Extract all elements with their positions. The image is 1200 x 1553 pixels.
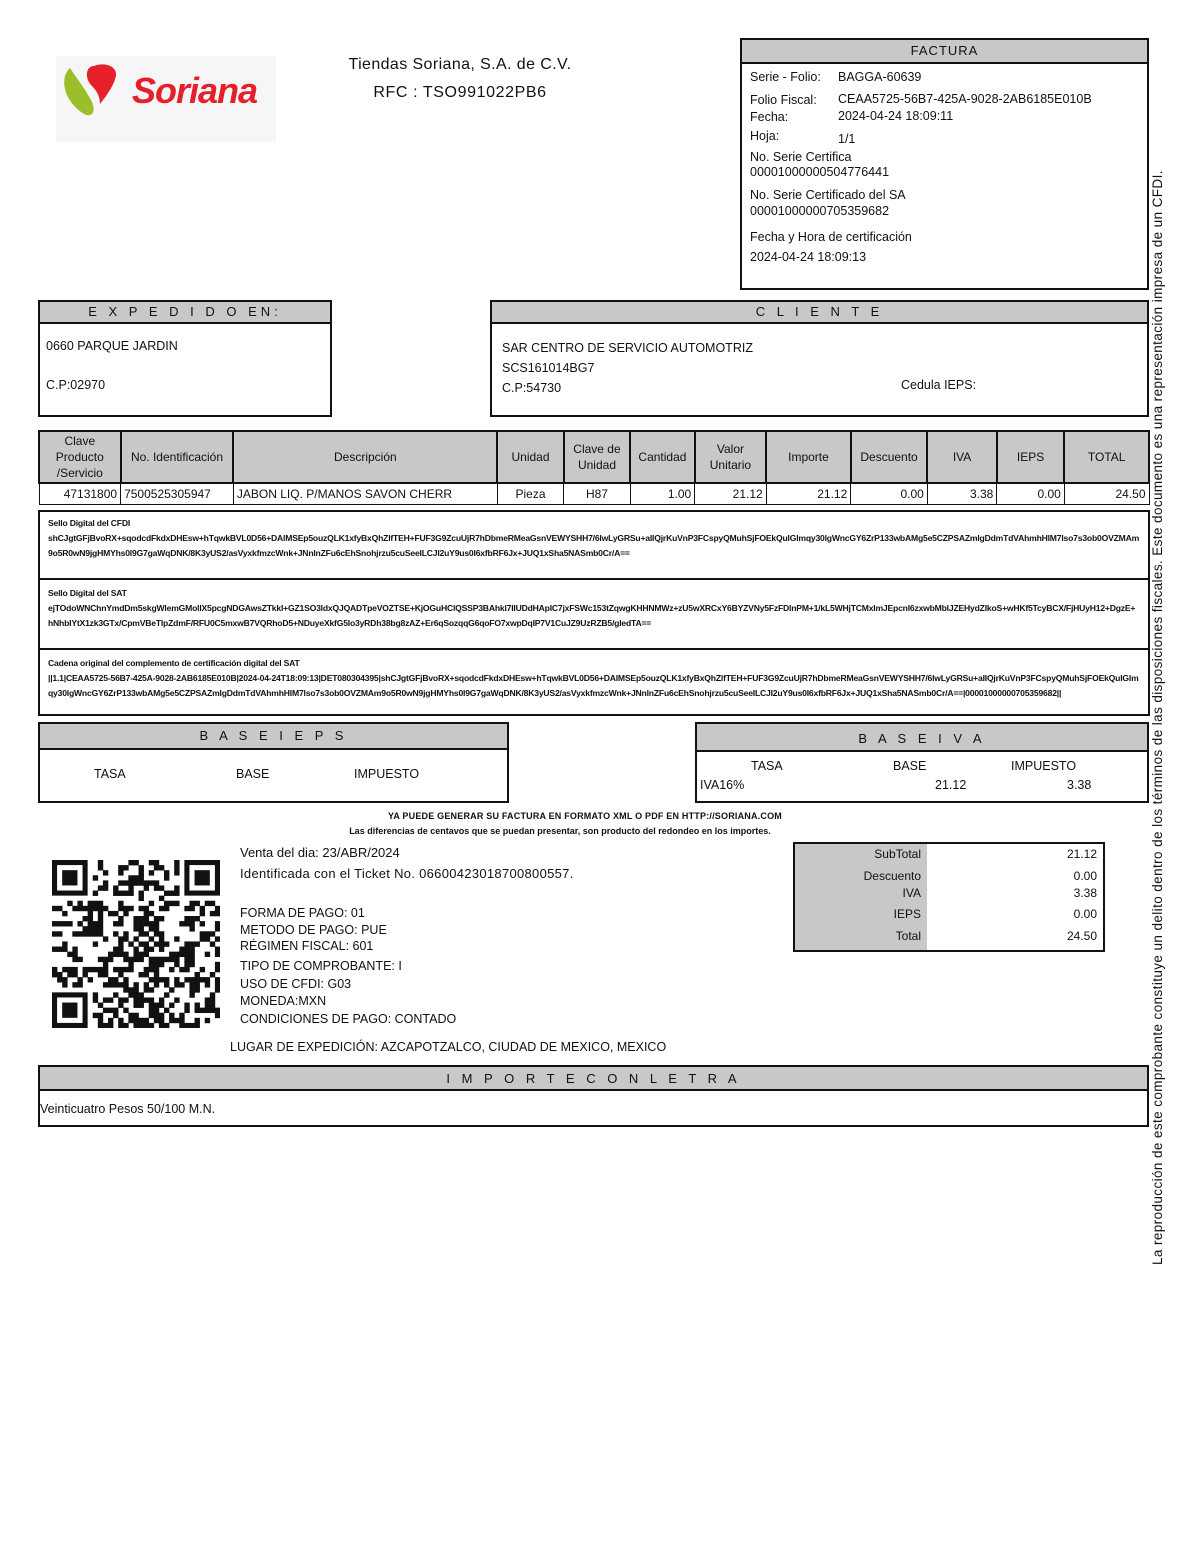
total-value: 24.50 (1066, 929, 1097, 943)
brand-wordmark: Soriana (132, 70, 258, 111)
cell-cantidad: 1.00 (630, 483, 694, 505)
hoja-value: 1/1 (838, 132, 856, 146)
subtotal-value: 21.12 (1066, 847, 1097, 861)
iva-value: 3.38 (1073, 886, 1097, 900)
cell-clave-producto: 47131800 (39, 483, 121, 505)
col-cantidad: Cantidad (630, 431, 694, 483)
col-valor-unitario: Valor Unitario (695, 431, 767, 483)
table-row (39, 483, 1149, 505)
venta-dia: Venta del dia: 23/ABR/2024 (240, 845, 400, 860)
factura-box (740, 38, 1149, 290)
forma-pago: FORMA DE PAGO: 01 (240, 906, 365, 920)
cert-label: No. Serie Certifica (750, 150, 852, 164)
importe-letra-box (38, 1065, 1149, 1127)
items-table (38, 430, 1150, 505)
company-name: Tiendas Soriana, S.A. de C.V. (348, 56, 572, 73)
items-header-row (39, 431, 1149, 483)
cell-descripcion: JABON LIQ. P/MANOS SAVON CHERR (233, 483, 497, 505)
base-ieps-impuesto: IMPUESTO (354, 767, 420, 781)
expedido-box (38, 300, 332, 417)
expedido-cp: C.P:02970 (46, 378, 106, 392)
cliente-title: C L I E N T E (492, 302, 1147, 324)
cliente-rfc: SCS161014BG7 (502, 361, 595, 375)
sello-cfdi-box (38, 510, 1150, 580)
cell-total: 24.50 (1064, 483, 1149, 505)
regimen-fiscal: RÉGIMEN FISCAL: 601 (240, 939, 374, 953)
base-iva-base-header: BASE (893, 759, 927, 773)
lugar-expedicion: LUGAR DE EXPEDICIÓN: AZCAPOTZALCO, CIUDAD DE MEXICO, MEXICO (230, 1040, 667, 1054)
cell-valor-unitario: 21.12 (695, 483, 767, 505)
col-iva: IVA (927, 431, 997, 483)
col-clave-producto: Clave Producto /Servicio (39, 431, 121, 483)
sat-cert-label: No. Serie Certificado del SA (750, 188, 906, 202)
base-ieps-box (38, 722, 509, 803)
expedido-title: E X P E D I D O EN: (40, 302, 330, 324)
base-iva-box (695, 722, 1149, 803)
expedido-branch: 0660 PARQUE JARDIN (46, 339, 178, 353)
cliente-cp: C.P:54730 (502, 381, 562, 395)
condiciones-pago: CONDICIONES DE PAGO: CONTADO (240, 1012, 457, 1026)
base-iva-impuesto-header: IMPUESTO (1011, 759, 1077, 773)
cadena-box (38, 648, 1150, 716)
venta-ticket: Identificada con el Ticket No. 06600423018700800557. (240, 866, 574, 881)
notice-line-1: YA PUEDE GENERAR SU FACTURA EN FORMATO XML O PDF EN HTTP://SORIANA.COM (387, 811, 783, 821)
sello-sat-box (38, 578, 1150, 650)
col-clave-unidad: Clave de Unidad (564, 431, 630, 483)
cadena-label: Cadena original del complemento de certificación digital del SAT (48, 658, 300, 668)
col-descuento: Descuento (851, 431, 928, 483)
fecha-label: Fecha: (750, 110, 789, 124)
cliente-ieps: Cedula IEPS: (901, 378, 977, 392)
cliente-name: SAR CENTRO DE SERVICIO AUTOMOTRIZ (502, 341, 753, 355)
base-iva-row-base: 21.12 (935, 778, 967, 792)
sat-cert-value: 00001000000705359682 (750, 204, 890, 218)
folio-value: CEAA5725-56B7-425A-9028-2AB6185E010B (838, 92, 1092, 106)
cell-unidad: Pieza (497, 483, 563, 505)
hoja-label: Hoja: (750, 129, 780, 143)
fecha-value: 2024-04-24 18:09:11 (838, 109, 954, 123)
cliente-box (490, 300, 1149, 417)
col-unidad: Unidad (497, 431, 563, 483)
descuento-label: Descuento (863, 869, 921, 883)
metodo-pago: METODO DE PAGO: PUE (240, 923, 387, 937)
base-ieps-title: B A S E I E P S (40, 724, 507, 750)
ieps-value: 0.00 (1073, 907, 1097, 921)
descuento-value: 0.00 (1073, 869, 1097, 883)
importe-letra-text: Veinticuatro Pesos 50/100 M.N. (40, 1102, 216, 1116)
folio-label: Folio Fiscal: (750, 93, 817, 107)
subtotal-label: SubTotal (874, 847, 921, 861)
col-importe: Importe (766, 431, 851, 483)
cell-descuento: 0.00 (851, 483, 928, 505)
serie-value: BAGGA-60639 (838, 70, 922, 84)
cadena-text: ||1.1|CEAA5725-56B7-425A-9028-2AB6185E010B|2024-04-24T18:09:13|DET080304395|shCJgtGFjBvoRX+sqodcdFkdxDHEsw+hTqwkBVL0D56+DAlMSEp5ouzQLK1xfyBxQhZlfTEH+FUF3G9ZcuUjR7hDbmeRMeaGsnVEWYSHH7/6lwLyGRSu+aIIQjrKuVnP3FCspyQMuhSjFOEkQuIGlmqy30lgWncGY6ZrP133wbAMg5e5CZPSAZmlgDdmTdVAhmhHlM7lso7s3ob0OVZMAm9o5R0wN9jgHMYhs0l9G7gaWqDNK/8K3yUS2/asVyxkfmzcWnk+JNnlnZFu6cEhSnohjrzu5cuSeeILCJI2uY9us0I6xfbRF6Jx+JUQ1xSha5NASmb0Cr/A==|00001000000705359682|| (48, 673, 1139, 698)
total-label: Total (895, 929, 921, 943)
base-iva-tasa-header: TASA (751, 759, 783, 773)
serie-label: Serie - Folio: (750, 70, 821, 84)
qr-code-graphic (52, 860, 220, 1028)
company-rfc: RFC : TSO991022PB6 (373, 84, 547, 101)
soriana-logo (56, 56, 276, 142)
base-ieps-tasa: TASA (94, 767, 126, 781)
col-no-identificacion: No. Identificación (121, 431, 234, 483)
base-iva-row-tasa: IVA16% (700, 778, 745, 792)
col-descripcion: Descripción (233, 431, 497, 483)
ieps-label: IEPS (893, 907, 921, 921)
moneda: MONEDA:MXN (240, 994, 327, 1008)
cert-datetime-label: Fecha y Hora de certificación (750, 230, 912, 244)
base-iva-title: B A S E I V A (697, 724, 1147, 752)
totals-box (793, 842, 1105, 952)
iva-label: IVA (902, 886, 921, 900)
cell-iva: 3.38 (927, 483, 997, 505)
cell-no-identificacion: 7500525305947 (121, 483, 234, 505)
sello-sat-label: Sello Digital del SAT (48, 588, 127, 598)
tipo-comprobante: TIPO DE COMPROBANTE: I (240, 959, 402, 973)
uso-cfdi: USO DE CFDI: G03 (240, 977, 352, 991)
cell-importe: 21.12 (766, 483, 851, 505)
base-iva-row-impuesto: 3.38 (1067, 778, 1092, 792)
cell-ieps: 0.00 (997, 483, 1064, 505)
base-ieps-base: BASE (236, 767, 270, 781)
qr-code (52, 860, 220, 1028)
cert-datetime-value: 2024-04-24 18:09:13 (750, 250, 867, 264)
sello-cfdi-text: shCJgtGFjBvoRX+sqodcdFkdxDHEsw+hTqwkBVL0D56+DAlMSEp5ouzQLK1xfyBxQhZlfTEH+FUF3G9ZcuUjR7hDbmeRMeaGsnVEWYSHH7/6lwLyGRSu+aIIQjrKuVnP3FCspyQMuhSjFOEkQuIGlmqy30lgWncGY6ZrP133wbAMg5e5CZPSAZmlgDdmTdVAhmhHlM7lso7s3ob0OVZMAm9o5R0wN9jgHMYhs0l9G7gaWqDNK/8K3yUS2/asVyxkfmzcWnk+JNnlnZFu6cEhSnohjrzu5cuSeeILCJI2uY9us0I6xfbRF6Jx+JUQ1xSha5NASmb0Cr/A== (48, 533, 1140, 558)
side-legal-note: La reproducción de este comprobante constituye un delito dentro de los términos de las disposiciones fiscales. Este documento es una representación impresa de un CFDI. (1150, 170, 1165, 1265)
notice-line-2: Las diferencias de centavos que se puedan presentar, son producto del redondeo en los importes. (349, 826, 771, 836)
col-total: TOTAL (1064, 431, 1149, 483)
cell-clave-unidad: H87 (564, 483, 630, 505)
sello-cfdi-label: Sello Digital del CFDI (48, 518, 131, 528)
factura-title: FACTURA (742, 40, 1147, 64)
importe-letra-title: I M P O R T E C O N L E T R A (40, 1067, 1147, 1091)
sello-sat-text: ejTOdoWNChnYmdDm5skgWlemGMollX5pcgNDGAwsZTkkI+GZ1SO3ldxQJQADTpeVOZTSE+KjOGuHClQSSP3BAhkl7IIUDdHApIC7jxFSWc153tZqwgKHHNMWz+zU5wXRCxY6BYZVNy5FzFDInPM+1/kL5WHjTCMxImJEpcnl6zxwbMbIJZEHydZIkoS+wHKf5TcyBCX/FjHUyH12+DgzE+hNhbIYtX1zk3GTx/CpmVBeTlpZdmF/RFU0C5mxwB7VQRhoD5+NDuyeXkfG5lo3yRDh38bg8zAZ+Er6qSozqqG6qoFO7xwpDqIP7V1CuJZ9UzRZB5/gIedTA== (48, 603, 1136, 628)
col-ieps: IEPS (997, 431, 1064, 483)
cert-value: 00001000000504776441 (750, 165, 890, 179)
